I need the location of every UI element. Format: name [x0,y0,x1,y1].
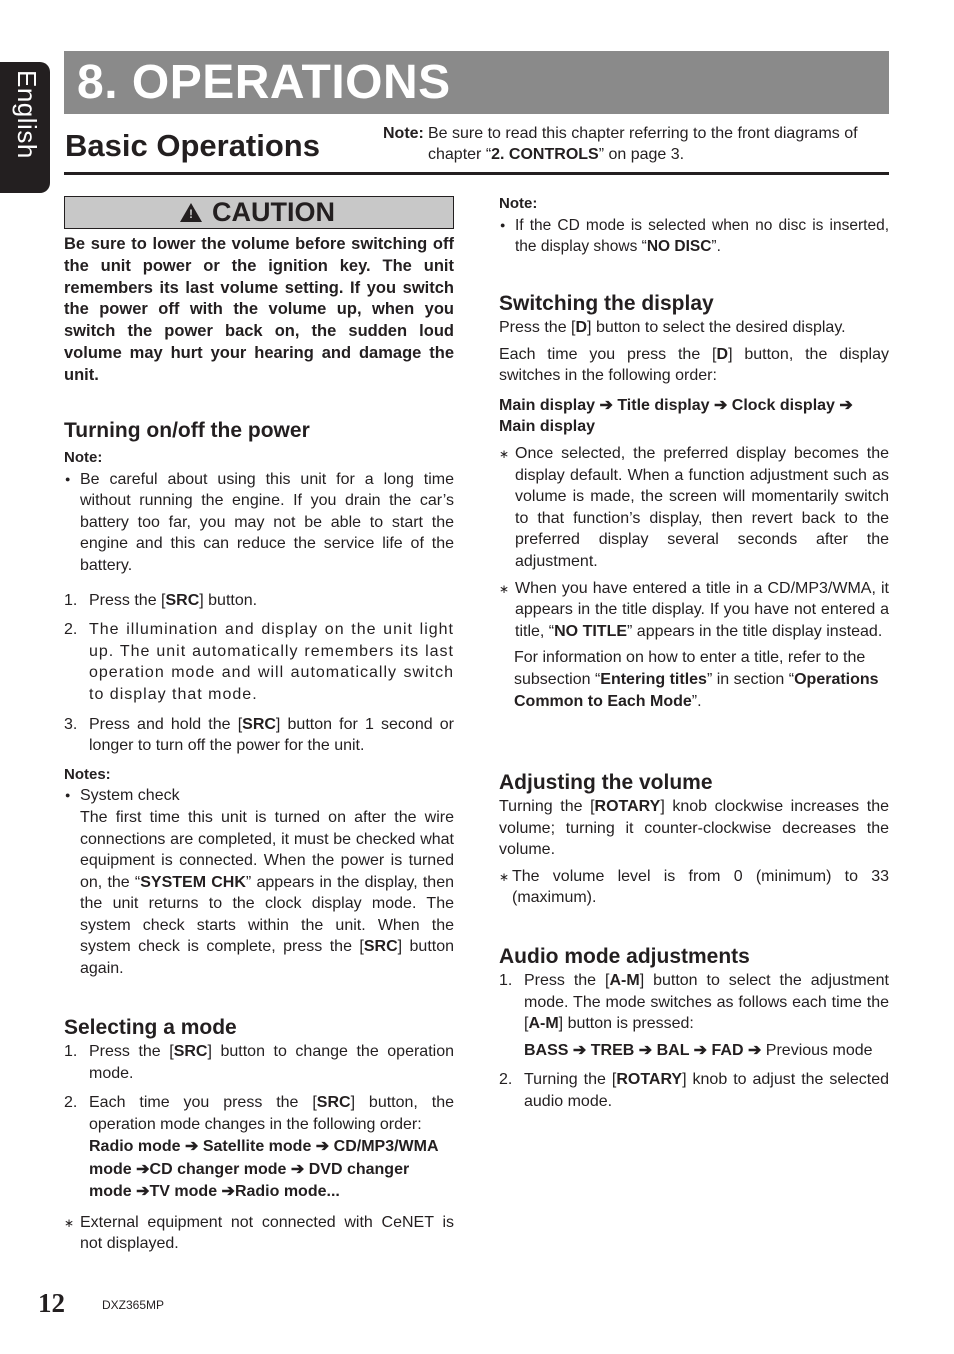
volume-heading: Adjusting the volume [499,771,713,794]
para-text: ] button to select the desired display. [587,319,846,336]
display-info [499,647,889,712]
step-number: 1. [64,1043,78,1060]
caution-box [64,196,454,229]
language-tab [0,62,50,193]
mode-step-2 [64,1092,454,1135]
audio-step-1 [499,970,889,1035]
header-note-tail: ” on page 3. [598,146,685,163]
para-text: ] knob clockwise increases the volume; turning it counter-clockwise decreases the volume. [499,798,889,859]
audio-step-2 [499,1069,889,1112]
language-label: English [12,70,42,159]
step-text: Press and hold the [ [89,715,243,733]
note-text: ”. [711,238,721,256]
header-note-label: Note: [383,125,424,142]
system-check-title: System check [80,787,180,805]
system-check-text: ” appears in the display, then the unit returns to the clock display mode. The system check starts within the unit. When the system check is complete, press the [ [80,873,454,956]
step-text: ] button, the operation mode changes in the following order: [89,1094,454,1133]
step-text: Each time you press the [ [89,1094,317,1112]
notes-label: Notes: [64,765,111,783]
info-text: ”. [691,692,702,710]
footnote-text: ” appears in the title display instead. [627,622,883,640]
src-key: SRC [173,1043,208,1060]
display-footnote-1: ∗ Once selected, the preferred display becomes the display default. When a function adjustment such as volume is made, the screen will momentarily switch to that function’s display, then revert back to the preferred display several seconds after the adjustment. [499,443,889,573]
display-para-1 [499,317,889,339]
system-chk-label: SYSTEM CHK [140,873,246,891]
volume-section [499,770,889,909]
header-rule [64,172,889,175]
volume-text [499,796,889,861]
audio-sequence-keys: BASS ➔ TREB ➔ BAL ➔ FAD ➔ [524,1041,762,1059]
d-key: D [575,319,588,336]
header-note-ref: 2. CONTROLS [491,146,599,163]
step-number: 2. [499,1071,513,1089]
audio-section [499,944,889,1113]
power-note-label: Note: [64,449,103,466]
step-text: Press the [ [89,591,166,609]
display-sequence: Main display ➔ Title display ➔ Clock display ➔ Main display [499,396,853,436]
power-step-1 [64,590,454,612]
note-text: If the CD mode is selected when no disc is inserted, the display shows “ [515,216,889,256]
page-number: 12 [38,1288,65,1318]
display-para-2 [499,344,889,387]
no-title-label: NO TITLE [554,622,628,640]
mode-heading: Selecting a mode [64,1016,237,1039]
para-text: Press the [ [499,319,576,336]
warning-icon: ! [180,203,202,222]
operations-common-ref: Operations Common to Each Mode [514,670,879,710]
am-key: A-M [528,1015,559,1033]
footnote-text: When you have entered a title in a CD/MP3/WMA, it appears in the title display. If you have not entered a title, “ [515,579,889,640]
d-key: D [716,345,729,363]
step-number: 3. [64,715,78,733]
am-key: A-M [609,972,640,989]
system-check-note [64,785,454,979]
system-check-text: The first time this unit is turned on after the wire connections are completed, it must be checked what equipment is connected. When the power is turned on, the “ [80,808,454,891]
section-title: Basic Operations [65,128,320,163]
audio-heading: Audio mode adjustments [499,945,750,968]
volume-footnote: ∗ The volume level is from 0 (minimum) to 33 (maximum). [499,866,889,909]
src-key: SRC [316,1094,351,1112]
step-text: Turning the [ [524,1071,617,1089]
info-text: For information on how to enter a title, refer to the subsection “ [514,649,866,688]
step-text: ] knob to adjust the selected audio mode. [524,1071,890,1110]
step-number: 2. [64,621,78,639]
power-heading: Turning on/off the power [64,419,310,442]
power-step-2 [64,619,454,705]
cd-note [499,215,889,258]
audio-sequence-tail: Previous mode [761,1041,873,1059]
step-text: ] button to select the adjustment mode. The mode switches as follows each time the [ [524,972,889,1033]
src-key: SRC [165,591,200,609]
step-text: The illumination and display on the unit light up. The unit automatically remembers its last operation mode and will automatically switch to display that mode. [89,621,454,703]
src-key: SRC [242,715,276,733]
para-text: Each time you press the [ [499,345,717,363]
rotary-key: ROTARY [594,798,661,815]
step-text: ] button is pressed: [558,1015,694,1033]
rotary-key: ROTARY [616,1071,683,1089]
caution-title: CAUTION [212,197,335,227]
step-number: 1. [64,591,78,609]
cd-note-label: Note: [499,195,538,212]
power-section [64,418,454,980]
step-text: ] button to change the operation mode. [89,1043,454,1082]
power-note: ● Be careful about using this unit for a long time without running the engine. If you drain the car’s battery too far, you may not be able to start the engine and this can reduce the service life of the battery. [64,469,454,577]
step-text: Press the [ [89,1043,174,1060]
chapter-header [64,51,889,114]
step-text: Press the [ [524,972,610,989]
step-text: ] button for 1 second or longer to turn off the power for the unit. [89,715,455,755]
header-note-text: Be sure to read this chapter referring to the front diagrams of chapter “ [428,125,858,163]
step-number: 2. [64,1094,78,1112]
system-check-text: ] button again. [80,938,455,978]
caution-text: Be sure to lower the volume before switching off the unit power or the ignition key. The unit remembers its last volume setting. If you switch the power off with the volume up, when you switch the power back on, the sudden loud volume may hurt your hearing and damage the unit. [64,235,454,384]
src-key: SRC [363,938,398,956]
entering-titles-ref: Entering titles [600,670,707,688]
mode-footnote: ∗ External equipment not connected with CeNET is not displayed. [64,1212,454,1255]
para-text: Turning the [ [499,798,595,815]
display-footnote-2 [499,578,889,643]
cd-note-section [499,193,889,258]
info-text: ” in section “ [706,670,795,688]
mode-section [64,1015,454,1255]
display-heading: Switching the display [499,292,714,315]
chapter-title: 8. OPERATIONS [77,56,451,109]
model-number: DXZ365MP [102,1298,165,1312]
no-disc-label: NO DISC [646,238,712,256]
step-text: ] button. [199,591,258,609]
para-text: ] button, the display switches in the following order: [499,345,889,385]
power-step-3 [64,714,454,757]
mode-step-1 [64,1041,454,1084]
header-note [383,123,889,165]
step-number: 1. [499,972,513,989]
display-section [499,291,889,712]
mode-sequence: Radio mode ➔ Satellite mode ➔ CD/MP3/WMA mode ➔CD changer mode ➔ DVD changer mode ➔TV mode ➔Radio mode... [89,1138,438,1201]
audio-sequence [499,1040,889,1062]
